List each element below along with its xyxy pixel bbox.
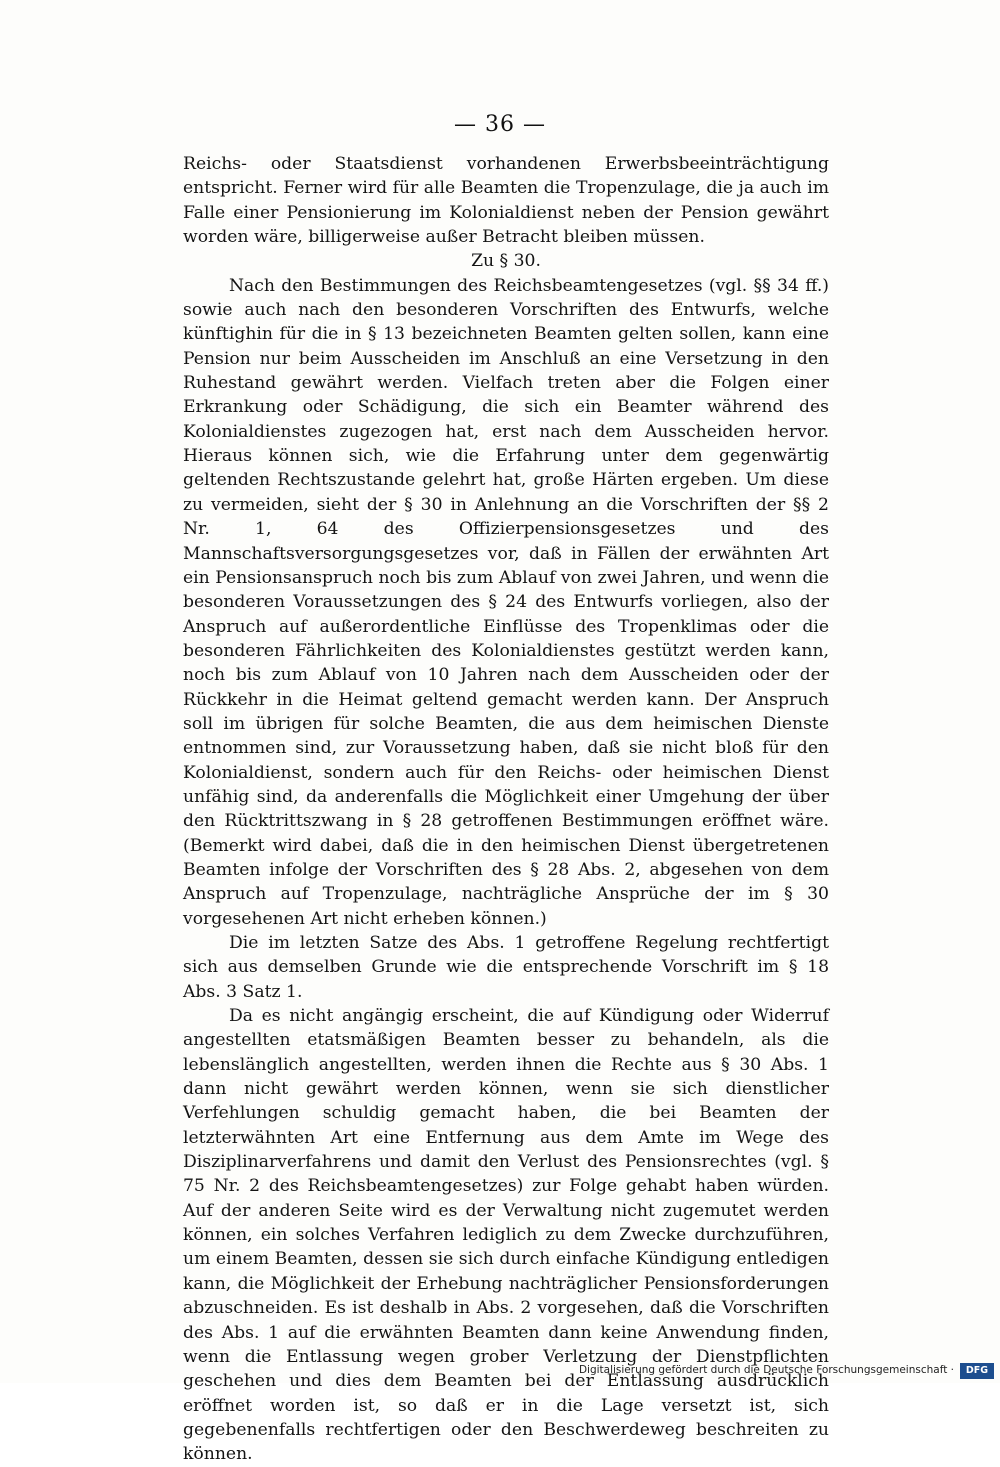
- paragraph-continuation: Reichs- oder Staatsdienst vorhandenen Erwerbsbeeinträchtigung entspricht. Ferner wird für alle Beamten die Tropenzulage, die ja auch im Falle einer Pensionierung im Kolonialdienst neben der Pension gewährt worden wäre, billigerweise außer Betracht bleiben müssen.: [183, 154, 829, 248]
- dfg-logo: DFG: [960, 1363, 994, 1379]
- funding-note: Digitalisierung gefördert durch die Deutsche Forschungsgemeinschaft ·: [578, 1364, 954, 1376]
- paragraph: Die im letzten Satze des Abs. 1 getroffene Regelung rechtfertigt sich aus demselben Grunde wie die entsprechende Vorschrift im § 18 Abs. 3 Satz 1.: [183, 933, 829, 1002]
- footer: [0, 1360, 1000, 1383]
- paragraph: Da es nicht angängig erscheint, die auf Kündigung oder Widerruf angestellten etatsmäßigen Beamten besser zu behandeln, als die lebenslänglich angestellten, werden ihnen die Rechte aus § 30 Abs. 1 dann nicht gewährt werden können, wenn sie sich dienstlicher Verfehlungen schuldig gemacht haben, die bei Beamten der letzterwähnten Art eine Entfernung aus dem Amte im Wege des Disziplinarverfahrens und damit den Verlust des Pensionsrechtes (vgl. § 75 Nr. 2 des Reichsbeamtengesetzes) zur Folge gehabt haben würden. Auf der anderen Seite wird es der Verwaltung nicht zugemutet werden können, ein solches Verfahren lediglich zu dem Zwecke durchzuführen, um einem Beamten, dessen sie sich durch einfache Kündigung entledigen kann, die Möglichkeit der Erhebung nachträglicher Pensionsforderungen abzuschneiden. Es ist deshalb in Abs. 2 vorgesehen, daß die Vorschriften des Abs. 1 auf die erwähnten Beamten dann keine Anwendung finden, wenn die Entlassung wegen grober Verletzung der Dienstpflichten geschehen und dies dem Beamten bei der Entlassung ausdrücklich eröffnet worden ist, so daß er in die Lage versetzt ist, sich gegebenenfalls rechtfertigen oder den Beschwerdeweg beschreiten zu können.: [183, 1006, 829, 1465]
- section-heading: Zu § 30.: [471, 251, 541, 272]
- body-text: [183, 152, 829, 1467]
- paragraph: Nach den Bestimmungen des Reichsbeamtengesetzes (vgl. §§ 34 ff.) sowie auch nach den besonderen Vorschriften des Entwurfs, welche künftighin für die in § 13 bezeichneten Beamten gelten sollen, kann eine Pension nur beim Ausscheiden im Anschluß an eine Versetzung in den Ruhestand gewährt werden. Vielfach treten aber die Folgen einer Erkrankung oder Schädigung, die sich ein Beamter während des Kolonialdienstes zugezogen hat, erst nach dem Ausscheiden hervor. Hieraus können sich, wie die Erfahrung unter dem gegenwärtig geltenden Rechtszustande gelehrt hat, große Härten ergeben. Um diese zu vermeiden, sieht der § 30 in Anlehnung an die Vorschriften der §§ 2 Nr. 1, 64 des Offizierpensionsgesetzes und des Mannschaftsversorgungsgesetzes vor, daß in Fällen der erwähnten Art ein Pensionsanspruch noch bis zum Ablauf von zwei Jahren, und wenn die besonderen Voraussetzungen des § 24 des Entwurfs vorliegen, also der Anspruch auf außerordentliche Einflüsse des Tropenklimas oder die besonderen Fährlichkeiten des Kolonialdienstes gestützt werden kann, noch bis zum Ablauf von 10 Jahren nach dem Ausscheiden oder der Rückkehr in die Heimat geltend gemacht werden kann. Der Anspruch soll im übrigen für solche Beamten, die aus dem heimischen Dienste entnommen sind, zur Voraussetzung haben, daß sie nicht bloß für den Kolonialdienst, sondern auch für den Reichs- oder heimischen Dienst unfähig sind, da anderenfalls die Möglichkeit einer Umgehung der über den Rücktrittszwang in § 28 getroffenen Bestimmungen eröffnet wäre. (Bemerkt wird dabei, daß die in den heimischen Dienst übergetretenen Beamten infolge der Vorschriften des § 28 Abs. 2, abgesehen von dem Anspruch auf Tropenzulage, nachträgliche Ansprüche der im § 30 vorgesehenen Art nicht erheben können.): [183, 275, 829, 929]
- page-number: — 36 —: [454, 112, 546, 137]
